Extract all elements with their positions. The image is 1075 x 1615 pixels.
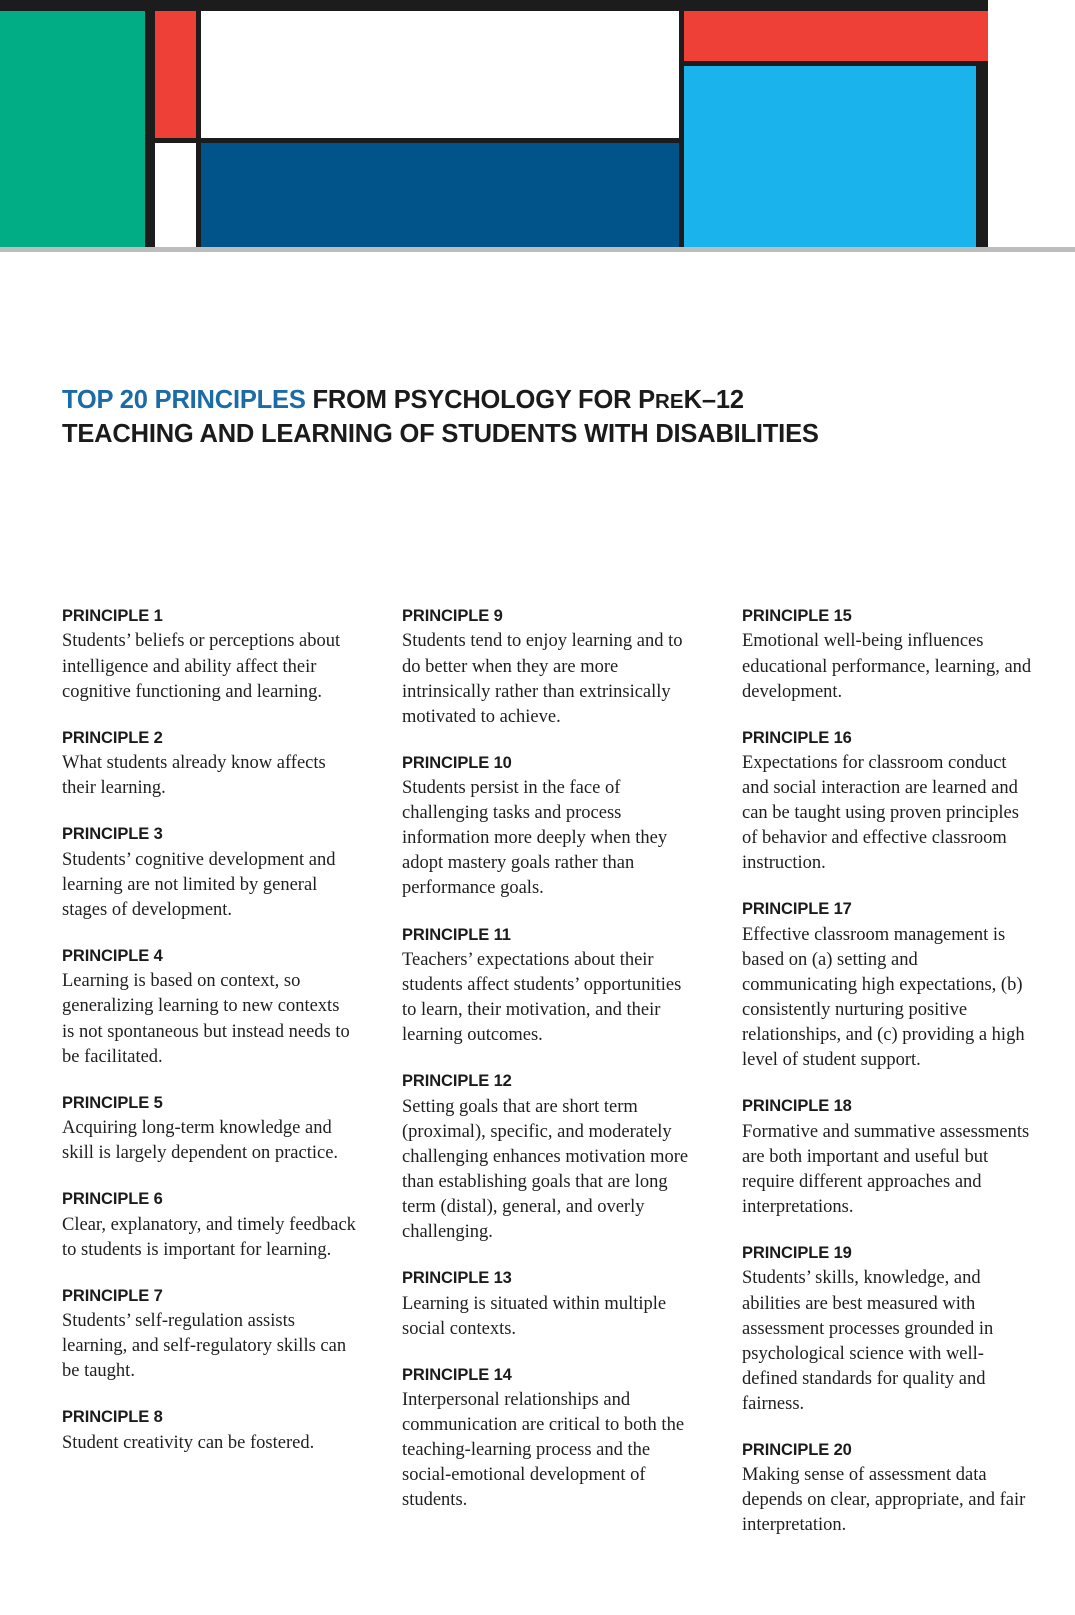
color-block-green	[0, 11, 145, 247]
principle-text: What students already know affects their learning.	[62, 753, 326, 799]
principle-item	[402, 1366, 696, 1514]
principles-column-3	[742, 607, 1036, 1539]
principle-heading: PRINCIPLE 9	[402, 607, 503, 625]
principle-heading: PRINCIPLE 19	[742, 1244, 852, 1262]
principle-heading: PRINCIPLE 18	[742, 1097, 852, 1116]
title-accent-text: TOP 20 PRINCIPLES	[62, 386, 306, 414]
principle-text: Students’ skills, knowledge, and abilities are best measured with assessment processes grounded in psychological science with well-defined standards for quality and fairness.	[742, 1268, 994, 1414]
principle-heading: PRINCIPLE 15	[742, 607, 852, 625]
principle-item	[62, 1094, 356, 1167]
color-block-white-center-top	[201, 11, 679, 138]
title-line1-rest-b: K–12	[683, 386, 744, 414]
color-block-red-left	[155, 11, 196, 138]
principle-text: Acquiring long-term knowledge and skill is largely dependent on practice.	[62, 1118, 339, 1164]
principles-column-2	[402, 607, 696, 1539]
principle-heading: PRINCIPLE 6	[62, 1190, 163, 1209]
principle-item	[62, 825, 356, 923]
principle-item	[62, 1190, 356, 1263]
principle-text: Effective classroom management is based on (a) setting and communicating high expectations, (b) consistently nurturing positive relationships, and (c) providing a high level of student support.	[742, 924, 1025, 1071]
principle-heading: PRINCIPLE 11	[402, 925, 511, 944]
title-smallcap: RE	[654, 390, 684, 413]
principle-text: Emotional well-being influences educational performance, learning, and development.	[742, 631, 1032, 702]
principle-item	[742, 729, 1036, 877]
color-block-light-blue	[684, 66, 976, 247]
principle-text: Making sense of assessment data depends on clear, appropriate, and fair interpretation.	[742, 1465, 1026, 1536]
principle-item	[62, 1408, 356, 1456]
principle-text: Students’ self-regulation assists learning, and self-regulatory skills can be taught.	[62, 1311, 347, 1382]
principles-column-1	[62, 607, 356, 1539]
principle-heading: PRINCIPLE 20	[742, 1440, 852, 1459]
principle-text: Learning is based on context, so generalizing learning to new contexts is not spontaneous but instead needs to be facilitated.	[62, 971, 350, 1067]
principle-item	[402, 1269, 696, 1342]
principle-heading: PRINCIPLE 8	[62, 1408, 163, 1427]
principle-text: Students’ beliefs or perceptions about intelligence and ability affect their cognitive functioning and learning.	[62, 631, 341, 702]
principle-heading: PRINCIPLE 10	[402, 753, 512, 772]
title-line1-rest-a: FROM PSYCHOLOGY FOR P	[305, 386, 655, 414]
principle-item	[402, 607, 696, 730]
principle-heading: PRINCIPLE 7	[62, 1286, 163, 1305]
principle-heading: PRINCIPLE 16	[742, 728, 852, 747]
principle-text: Formative and summative assessments are both important and useful but require different approaches and interpretations.	[742, 1121, 1030, 1217]
principle-item	[742, 1244, 1036, 1417]
principle-item	[742, 1441, 1036, 1539]
header-right-margin	[988, 0, 1075, 247]
color-block-red-right	[684, 11, 988, 61]
principle-item	[742, 1097, 1036, 1220]
principle-text: Teachers’ expectations about their students affect students’ opportunities to learn, their motivation, and their learning outcomes.	[402, 949, 682, 1046]
principle-heading: PRINCIPLE 13	[402, 1269, 512, 1288]
color-block-dark-blue	[201, 143, 679, 247]
principle-item	[742, 900, 1036, 1073]
header-divider-rule	[0, 247, 1075, 252]
mondrian-color-band	[0, 0, 988, 247]
principle-item	[62, 947, 356, 1070]
principle-text: Students’ cognitive development and learning are not limited by general stages of development.	[62, 849, 336, 920]
principles-columns	[62, 607, 1034, 1539]
frame-top-tick	[149, 0, 155, 12]
principle-heading: PRINCIPLE 3	[62, 825, 163, 844]
color-block-white-small	[155, 143, 196, 247]
principle-heading: PRINCIPLE 14	[402, 1365, 512, 1384]
principle-text: Expectations for classroom conduct and social interaction are learned and can be taught using proven principles of behavior and effective classroom instruction.	[742, 753, 1019, 874]
principle-text: Clear, explanatory, and timely feedback to students is important for learning.	[62, 1214, 356, 1260]
principle-item	[62, 729, 356, 802]
header-graphic-band	[0, 0, 1075, 247]
principle-text: Learning is situated within multiple social contexts.	[402, 1293, 667, 1339]
principle-text: Interpersonal relationships and communication are critical to both the teaching-learning process and the social-emotional development of students.	[402, 1390, 685, 1511]
principle-item	[62, 1287, 356, 1385]
principle-heading: PRINCIPLE 17	[742, 900, 852, 919]
principle-heading: PRINCIPLE 5	[62, 1093, 163, 1112]
principle-heading: PRINCIPLE 4	[62, 946, 163, 965]
principle-text: Student creativity can be fostered.	[62, 1432, 315, 1453]
principle-item	[402, 926, 696, 1049]
title-block	[62, 384, 962, 451]
principle-heading: PRINCIPLE 2	[62, 728, 163, 747]
principle-heading: PRINCIPLE 12	[402, 1072, 512, 1091]
principle-heading: PRINCIPLE 1	[62, 607, 163, 625]
principle-item	[62, 607, 356, 705]
principle-item	[402, 1072, 696, 1245]
principle-item	[402, 754, 696, 902]
principle-text: Students persist in the face of challenging tasks and process information more deeply when they adopt mastery goals rather than performance goals.	[402, 778, 668, 899]
principle-text: Students tend to enjoy learning and to do better when they are more intrinsically rather than extrinsically motivated to achieve.	[402, 631, 683, 727]
principle-text: Setting goals that are short term (proximal), specific, and moderately challenging enhances motivation more than establishing goals that are long term (distal), general, and overly challenging.	[402, 1096, 689, 1242]
principle-item	[742, 607, 1036, 705]
page-title	[62, 384, 962, 451]
title-line2: TEACHING AND LEARNING OF STUDENTS WITH DISABILITIES	[62, 419, 819, 448]
